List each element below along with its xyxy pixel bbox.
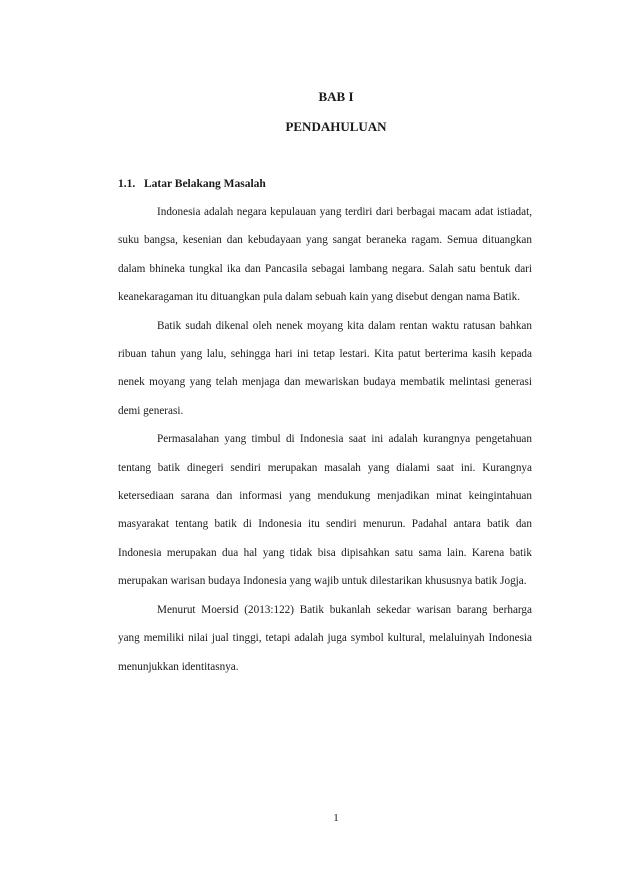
page-number: 1 — [333, 812, 339, 824]
paragraph: Menurut Moersid (2013:122) Batik bukanlah sekedar warisan barang berharga yang memiliki nilai jual tinggi, tetapi adalah juga symbol kultural, melaluinyah Indonesia menunjukkan identitasnya. — [118, 603, 532, 673]
paragraph: Permasalahan yang timbul di Indonesia saat ini adalah kurangnya pengetahuan tentang batik dinegeri sendiri merupakan masalah yang dialami saat ini. Kurangnya ketersediaan sarana dan informasi yang mendukung menjadikan minat keingintahuan masyarakat tentang batik di Indonesia itu sendiri menurun. Padahal antara batik dan Indonesia merupakan dua hal yang tidak bisa dipisahkan satu sama lain. Karena batik merupakan warisan budaya Indonesia yang wajib untuk dilestarikan khususnya batik Jogja. — [118, 433, 532, 588]
section-heading — [118, 178, 266, 190]
body-text — [118, 198, 532, 681]
paragraph: Batik sudah dikenal oleh nenek moyang kita dalam rentan waktu ratusan bahkan ribuan tahun yang lalu, sehingga hari ini tetap lestari. Kita patut berterima kasih kepada nenek moyang yang telah menjaga dan mewariskan budaya membatik melintasi generasi demi generasi. — [118, 319, 532, 417]
chapter-label: BAB I — [318, 89, 354, 104]
paragraph: Indonesia adalah negara kepulauan yang terdiri dari berbagai macam adat istiadat, suku bangsa, kesenian dan kebudayaan yang sangat beraneka ragam. Semua dituangkan dalam bhineka tungkal ika dan Pancasila sebagai lambang negara. Salah satu bentuk dari keanekaragaman itu dituangkan pula dalam sebuah kain yang disebut dengan nama Batik. — [118, 206, 532, 304]
section-title: Latar Belakang Masalah — [144, 178, 266, 190]
section-number: 1.1. — [118, 178, 136, 190]
chapter-title: PENDAHULUAN — [285, 119, 387, 134]
